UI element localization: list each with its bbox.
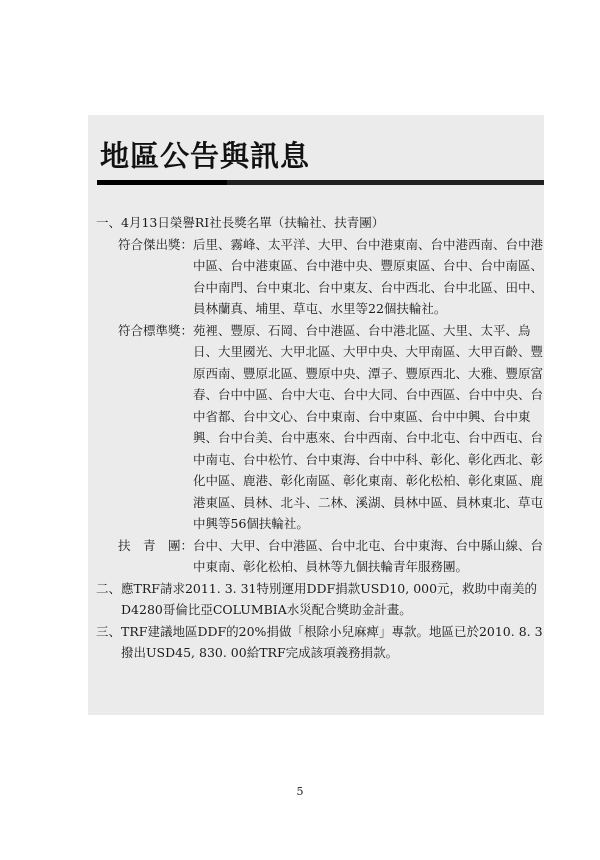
section-number: 三、 <box>96 623 122 639</box>
award-label: 扶 青 團： <box>118 537 194 553</box>
award-group-standard <box>118 320 544 535</box>
award-club-list: 后里、霧峰、太平洋、大甲、台中港東南、台中港西南、台中港中區、台中港東區、台中港中央、豐原東區、台中、台中南區、台中南門、台中東北、台中東友、台中西北、台中北區、田中、員林蘭真、埔里、草屯、水里等22個扶輪社。 <box>193 236 544 316</box>
section-3 <box>96 621 544 664</box>
award-club-list: 苑裡、豐原、石岡、台中港區、台中港北區、大里、太平、烏日、大里國光、大甲北區、大甲中央、大甲南區、大甲百齡、豐原西南、豐原北區、豐原中央、潭子、豐原西北、大雅、豐原富春、台中中區、台中大屯、台中大同、台中西區、台中中央、台中省都、台中文心、台中東南、台中東區、台中中興、台中東興、台中台美、台中惠來、台中西南、台中北屯、台中西屯、台中南屯、台中松竹、台中東海、台中中科、彰化、彰化西北、彰化中區、鹿港、彰化南區、彰化東南、彰化松柏、彰化東區、鹿港東區、員林、北斗、二林、溪湖、員林中區、員林東北、草屯中興等56個扶輪社。 <box>193 322 544 531</box>
page-title: 地區公告與訊息 <box>100 139 311 173</box>
section-number: 一、 <box>96 215 122 230</box>
award-label: 符合傑出獎： <box>118 236 194 252</box>
award-club-list: 台中、大甲、台中港區、台中北屯、台中東海、台中縣山線、台中東南、彰化松柏、員林等九個扶輪青年服務團。 <box>193 537 544 574</box>
section-text: 應TRF請求2011. 3. 31特別運用DDF捐款USD10, 000元，救助中南美的D4280哥倫比亞COLUMBIA水災配合獎助金計畫。 <box>121 580 538 617</box>
award-group-rotaract <box>118 535 544 578</box>
section-heading: 4月13日榮譽RI社長獎名單（扶輪社、扶青團） <box>121 215 385 230</box>
award-label: 符合標準獎： <box>118 322 194 338</box>
section-1 <box>96 212 544 234</box>
section-2 <box>96 578 544 621</box>
announcement-body <box>96 212 544 664</box>
award-group-outstanding <box>118 234 544 320</box>
section-number: 二、 <box>96 580 122 596</box>
title-underline <box>97 180 544 185</box>
section-text: TRF建議地區DDF的20%捐做「根除小兒麻痺」專款。地區已於2010. 8. 3撥出USD45, 830. 00給TRF完成該項義務捐款。 <box>121 623 543 660</box>
page-number: 5 <box>296 785 304 798</box>
